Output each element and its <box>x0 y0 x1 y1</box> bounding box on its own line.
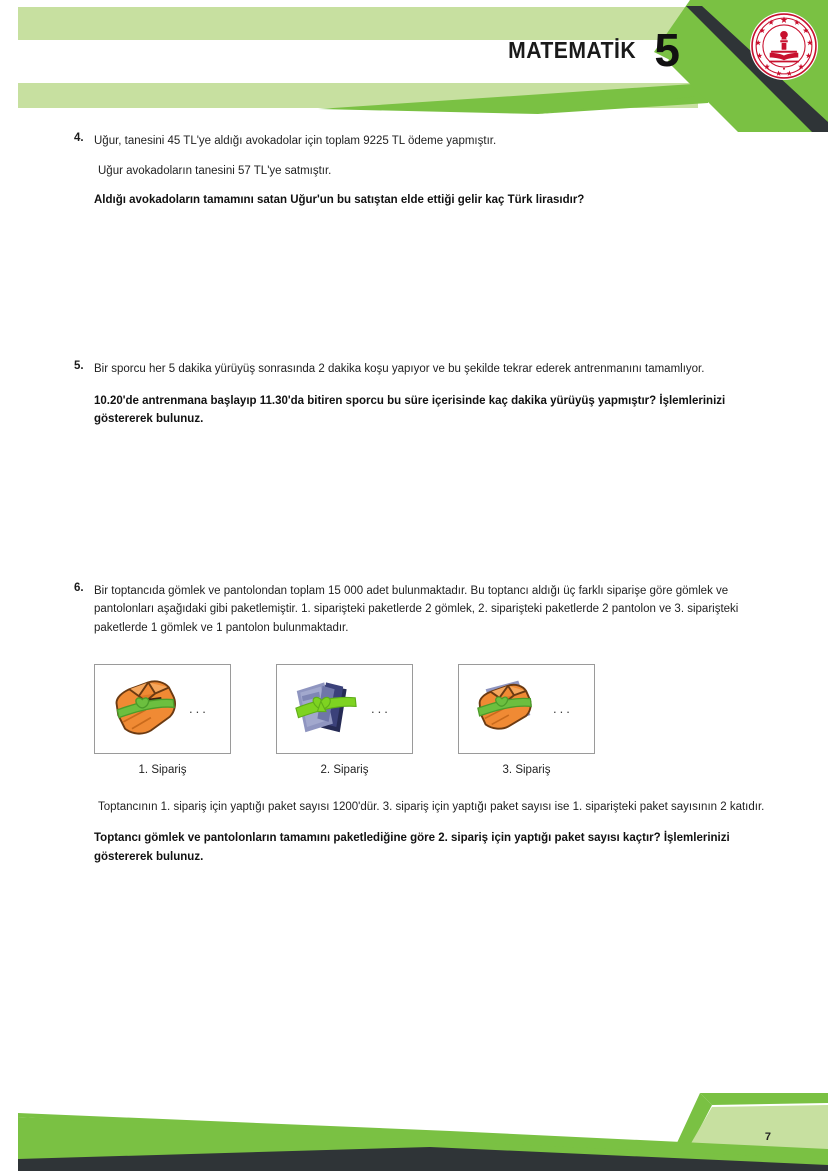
order-figures-group <box>94 664 766 776</box>
question-5 <box>0 360 828 429</box>
question-6-line-2: Toptancının 1. sipariş için yaptığı paket sayısı 1200'dür. 3. sipariş için yaptığı paket sayısı ise 1. siparişteki paket sayısının 2 katıdır. <box>98 800 765 813</box>
page-footer <box>0 1091 828 1171</box>
orange-shirt-bundle-icon <box>101 670 187 748</box>
question-6-continuation <box>0 798 828 867</box>
question-5-number: 5. <box>74 359 84 372</box>
figure-order-2 <box>276 664 413 776</box>
question-4 <box>0 132 828 210</box>
question-4-number: 4. <box>74 132 84 144</box>
worksheet-content <box>0 132 828 867</box>
figure-order-3-caption: 3. Sipariş <box>502 763 551 776</box>
figure-order-3 <box>458 664 595 776</box>
figure-order-1-caption: 1. Sipariş <box>138 763 187 776</box>
question-6-number: 6. <box>74 581 84 594</box>
question-4-line-1: Uğur, tanesini 45 TL'ye aldığı avokadolar için toplam 9225 TL ödeme yapmıştır. <box>94 135 497 147</box>
figure-order-1 <box>94 664 231 776</box>
grade-number: 5 <box>654 24 680 76</box>
question-4-line-2: Uğur avokadoların tanesini 57 TL'ye satmıştır. <box>98 164 332 177</box>
figure-order-1-box <box>94 664 231 754</box>
figure-order-2-caption: 2. Sipariş <box>320 763 369 776</box>
figure-order-3-box <box>458 664 595 754</box>
figure-order-2-box <box>276 664 413 754</box>
figure-order-1-ellipsis: ... <box>189 701 209 717</box>
subject-title: MATEMATİK <box>508 37 637 64</box>
question-5-line-1: Bir sporcu her 5 dakika yürüyüş sonrasında 2 dakika koşu yapıyor ve bu şekilde tekrar ederek antrenmanını tamamlıyor. <box>94 362 705 375</box>
figure-order-2-ellipsis: ... <box>371 701 391 717</box>
question-6-prompt: Toptancı gömlek ve pantolonların tamamını paketlediğine göre 2. sipariş için yaptığı paket sayısı kaçtır? İşlemlerinizi göstererek bulunuz. <box>94 832 730 863</box>
footer-green-graphic <box>0 1091 828 1171</box>
question-4-prompt: Aldığı avokadoların tamamını satan Uğur'un bu satıştan elde ettiği gelir kaç Türk lirasıdır? <box>94 194 585 207</box>
question-5-prompt: 10.20'de antrenmana başlayıp 11.30'da bitiren sporcu bu süre içerisinde kaç dakika yürüyüş yapmıştır? İşlemlerinizi göstererek bulunuz. <box>94 394 726 426</box>
header-title-group <box>497 24 680 76</box>
turkish-ministry-of-education-emblem <box>750 12 818 80</box>
figure-order-3-ellipsis: ... <box>553 701 573 717</box>
navy-trousers-bundle-icon <box>283 670 369 748</box>
question-6-line-1: Bir toptancıda gömlek ve pantolondan toplam 15 000 adet bulunmaktadır. Bu toptancı aldığı üç farklı siparişe göre gömlek ve pantolonları aşağıdaki gibi paketlemiştir. 1. siparişteki paketlerde 2 gömlek, 2. siparişteki paketlerde 2 pantolon ve 3. siparişteki paketlerde 1 gömlek ve 1 pantolon bulunmaktadır. <box>94 584 739 634</box>
shirt-and-trousers-bundle-icon <box>465 670 551 748</box>
question-6 <box>0 582 828 638</box>
page-number: 7 <box>764 1131 771 1143</box>
page-header <box>0 0 828 132</box>
